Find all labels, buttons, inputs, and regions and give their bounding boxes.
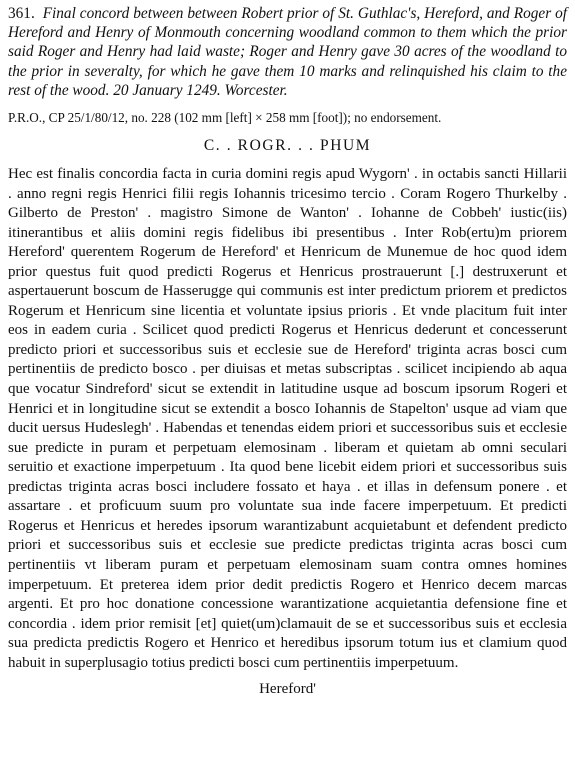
document-footer: Hereford' (259, 681, 316, 698)
document-body: Hec est finalis concordia facta in curia domini regis apud Wygorn' . in octabis sancti Hillarii . anno regni regis Henrici filii regis Iohannis tricesimo tercio . Coram Rogero Thurkelby . Gilberto de Preston' . magistro Simone de Wanton' . Iohanne de Cobbeh' iustic(iis) itinerantibus et aliis domini regis fidelibus ibi presentibus . Inter Rob(ertu)m priorem Hereford' querentem Rogerum de Hereford' et Henricum de Munemue de hoc quod idem prior questus fuit quod predicti Rogerus et Henricus prostrauerunt [.] destruxerunt et aspertauerunt boscum de Hasserugge qui communis est inter predictum priorem et predictos Rogerum et Henricum sine licentia et voluntate ipsius prioris . Et vnde placitum fuit inter eos in eadem curia . Scilicet quod predicti Rogerus et Henricus dederunt et concesserunt predicto priori et successoribus suis et ecclesie sue de Hereford' triginta acras bosci cum pertinentiis de predicto bosco . per diuisas et metas subscriptas . scilicet incipiendo ab aqua que vocatur Sindreford' sicut se extendit in latitudine usque ad boscum ipsorum Rogeri et Henrici et in longitudine sicut se extendit a bosco Iohannis de Stapelton' usque ad viam que ducit uersus Hudeslegh' . Habendas et tenendas eidem priori et successoribus suis et ecclesie sue predicte in puram et perpetuam elemosinam . liberam et quietam ab omni seculari seruitio et exactione imperpetuum . Ita quod bene licebit eidem priori et successoribus suis predictas triginta acras bosci includere fossato et haya . et illas in defensum ponere . et assartare . et proficuum suum pro voluntate sua inde facere imperpetuum. Et predicti Rogerus et Henricus et heredes ipsorum warantizabunt acquietabunt et defendent predicto priori et successoribus suis et ecclesie sue predicte predictas triginta acras bosci cum pertinentiis vt liberam puram et perpetuam elemosinam suam contra omnes homines imperpetuum. Et preterea idem prior dedit predictis Rogero et Henrico decem marcas argenti. Et pro hoc donatione concessione warantizatione acquietantia defensione fine et concordia . idem prior remisit [et] quiet(um)clamauit de se et successoribus suis et ecclesia sua predicta predictis Rogero et Henrico et heredibus ipsorum totum ius et clamium quod habuit in superplusagio totius predicti bosci cum pertinentiis imperpetuum. (8, 166, 567, 671)
source-note: P.R.O., CP 25/1/80/12, no. 228 (102 mm [left] × 258 mm [foot]); no endorsement. (8, 110, 442, 126)
document-heading: C. . ROGR. . . PHUM (203, 137, 372, 155)
entry-summary-text: Final concord between between Robert prior of St. Guthlac's, Hereford, and Roger of Hereford and Henry of Monmouth concerning woodland common to them which the prior said Roger and Henry had laid waste; Roger and Henry gave 30 acres of the woodland to the prior in severalty, for which he gave them 10 marks and relinquished his claim to the rest of the wood. 20 January 1249. Worcester. (8, 5, 568, 99)
entry-number: 361. (8, 5, 35, 22)
entry-summary (8, 4, 567, 100)
